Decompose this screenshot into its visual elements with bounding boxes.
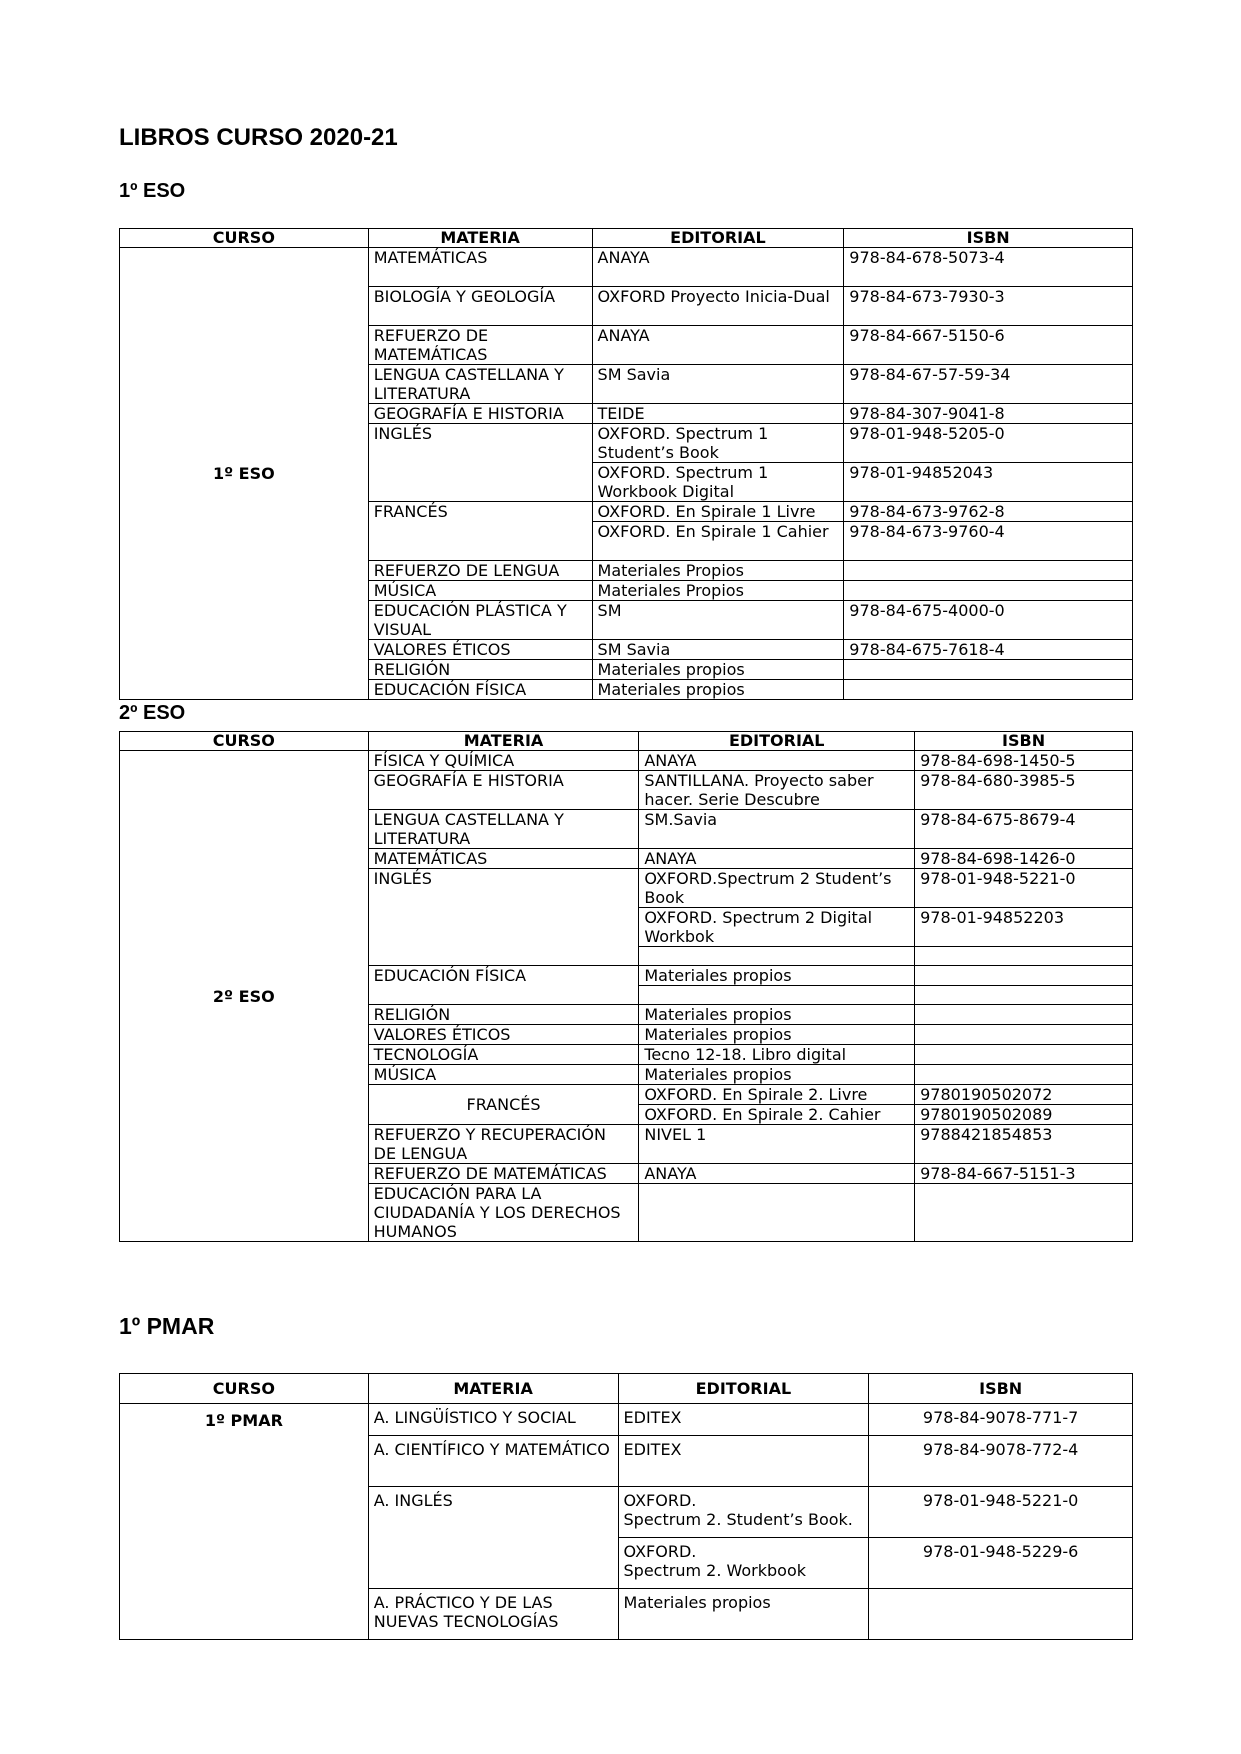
isbn-cell: 978-84-675-4000-0	[844, 601, 1133, 640]
isbn-cell	[915, 1184, 1133, 1242]
header-curso: CURSO	[120, 1374, 369, 1404]
isbn-cell: 978-84-307-9041-8	[844, 404, 1133, 424]
header-curso: CURSO	[120, 229, 369, 248]
editorial-cell: Materiales propios	[639, 966, 915, 986]
isbn-cell	[844, 561, 1133, 581]
materia-cell: VALORES ÉTICOS	[368, 640, 592, 660]
editorial-cell: OXFORD. Spectrum 1 Student’s Book	[592, 424, 844, 463]
editorial-cell: SANTILLANA. Proyecto saber hacer. Serie Descubre	[639, 771, 915, 810]
materia-cell: INGLÉS	[368, 424, 592, 502]
isbn-cell	[844, 581, 1133, 601]
materia-cell: FRANCÉS	[368, 502, 592, 561]
isbn-cell	[844, 660, 1133, 680]
materia-cell: A. CIENTÍFICO Y MATEMÁTICO	[368, 1436, 618, 1487]
materia-cell: FÍSICA Y QUÍMICA	[368, 751, 639, 771]
materia-cell: MÚSICA	[368, 581, 592, 601]
header-curso: CURSO	[120, 732, 369, 751]
editorial-cell: Materiales propios	[592, 680, 844, 700]
header-materia: MATERIA	[368, 229, 592, 248]
isbn-cell	[915, 1045, 1133, 1065]
table-2eso	[119, 731, 1133, 1242]
isbn-cell	[915, 966, 1133, 986]
editorial-cell: SM.Savia	[639, 810, 915, 849]
curso-cell: 1º PMAR	[120, 1404, 369, 1640]
table-header-row	[120, 229, 1133, 248]
editorial-cell: OXFORD.Spectrum 2 Student’s Book	[639, 869, 915, 908]
materia-cell: LENGUA CASTELLANA Y LITERATURA	[368, 365, 592, 404]
editorial-cell: Materiales Propios	[592, 581, 844, 601]
header-isbn: ISBN	[869, 1374, 1133, 1404]
materia-cell: REFUERZO DE MATEMÁTICAS	[368, 1164, 639, 1184]
header-editorial: EDITORIAL	[592, 229, 844, 248]
section-title-2eso: 2º ESO	[119, 702, 186, 724]
materia-cell: MATEMÁTICAS	[368, 248, 592, 287]
isbn-cell: 978-84-673-9760-4	[844, 522, 1133, 561]
editorial-cell: SM	[592, 601, 844, 640]
isbn-cell: 978-01-94852043	[844, 463, 1133, 502]
materia-cell: BIOLOGÍA Y GEOLOGÍA	[368, 287, 592, 326]
isbn-cell: 9788421854853	[915, 1125, 1133, 1164]
editorial-cell	[639, 947, 915, 966]
header-materia: MATERIA	[368, 732, 639, 751]
editorial-cell: OXFORD. En Spirale 2. Cahier	[639, 1105, 915, 1125]
editorial-cell: Materiales Propios	[592, 561, 844, 581]
materia-cell: RELIGIÓN	[368, 660, 592, 680]
materia-cell: GEOGRAFÍA E HISTORIA	[368, 771, 639, 810]
isbn-cell	[869, 1589, 1133, 1640]
editorial-cell: OXFORD. En Spirale 2. Livre	[639, 1085, 915, 1105]
isbn-cell: 9780190502089	[915, 1105, 1133, 1125]
table-row	[120, 248, 1133, 287]
editorial-cell: OXFORD Proyecto Inicia-Dual	[592, 287, 844, 326]
isbn-cell: 978-01-948-5221-0	[915, 869, 1133, 908]
isbn-cell: 978-84-667-5151-3	[915, 1164, 1133, 1184]
table-1eso	[119, 228, 1133, 700]
editorial-cell: Materiales propios	[618, 1589, 869, 1640]
section-title-1eso: 1º ESO	[119, 180, 186, 202]
editorial-cell: OXFORD. Spectrum 2 Digital Workbok	[639, 908, 915, 947]
editorial-cell	[639, 986, 915, 1005]
isbn-cell: 978-84-9078-772-4	[869, 1436, 1133, 1487]
materia-cell: A. PRÁCTICO Y DE LAS NUEVAS TECNOLOGÍAS	[368, 1589, 618, 1640]
materia-cell: REFUERZO DE MATEMÁTICAS	[368, 326, 592, 365]
materia-cell: MÚSICA	[368, 1065, 639, 1085]
editorial-cell: TEIDE	[592, 404, 844, 424]
isbn-cell	[915, 1005, 1133, 1025]
editorial-cell: OXFORD. En Spirale 1 Cahier	[592, 522, 844, 561]
materia-cell: EDUCACIÓN PARA LA CIUDADANÍA Y LOS DERECHOS HUMANOS	[368, 1184, 639, 1242]
isbn-cell: 978-84-675-8679-4	[915, 810, 1133, 849]
editorial-cell	[639, 1184, 915, 1242]
table-row	[120, 1404, 1133, 1436]
isbn-cell: 978-84-698-1426-0	[915, 849, 1133, 869]
isbn-cell: 978-84-680-3985-5	[915, 771, 1133, 810]
document-title: LIBROS CURSO 2020-21	[119, 124, 398, 151]
materia-cell: A. LINGÜÍSTICO Y SOCIAL	[368, 1404, 618, 1436]
materia-cell: EDUCACIÓN FÍSICA	[368, 680, 592, 700]
isbn-cell: 978-84-667-5150-6	[844, 326, 1133, 365]
materia-cell: INGLÉS	[368, 869, 639, 966]
editorial-cell: ANAYA	[639, 849, 915, 869]
table-header-row	[120, 732, 1133, 751]
curso-cell: 2º ESO	[120, 751, 369, 1242]
materia-cell: VALORES ÉTICOS	[368, 1025, 639, 1045]
editorial-line: Spectrum 2. Student’s Book.	[623, 1510, 853, 1529]
editorial-cell: Materiales propios	[639, 1005, 915, 1025]
isbn-cell: 978-84-698-1450-5	[915, 751, 1133, 771]
materia-cell: FRANCÉS	[368, 1085, 639, 1125]
isbn-cell	[915, 1025, 1133, 1045]
isbn-cell: 978-84-675-7618-4	[844, 640, 1133, 660]
editorial-cell: SM Savia	[592, 365, 844, 404]
header-isbn: ISBN	[915, 732, 1133, 751]
editorial-cell	[618, 1487, 869, 1538]
editorial-cell: ANAYA	[592, 326, 844, 365]
isbn-cell: 978-84-673-9762-8	[844, 502, 1133, 522]
editorial-cell: ANAYA	[639, 1164, 915, 1184]
editorial-cell: ANAYA	[639, 751, 915, 771]
isbn-cell	[844, 680, 1133, 700]
materia-cell: EDUCACIÓN PLÁSTICA Y VISUAL	[368, 601, 592, 640]
editorial-cell: SM Savia	[592, 640, 844, 660]
editorial-cell: NIVEL 1	[639, 1125, 915, 1164]
materia-cell: MATEMÁTICAS	[368, 849, 639, 869]
editorial-line: OXFORD.	[623, 1491, 697, 1510]
editorial-cell: Materiales propios	[592, 660, 844, 680]
isbn-cell	[915, 986, 1133, 1005]
table-row	[120, 751, 1133, 771]
materia-cell: GEOGRAFÍA E HISTORIA	[368, 404, 592, 424]
editorial-cell: Materiales propios	[639, 1065, 915, 1085]
isbn-cell: 9780190502072	[915, 1085, 1133, 1105]
header-materia: MATERIA	[368, 1374, 618, 1404]
editorial-cell: Tecno 12-18. Libro digital	[639, 1045, 915, 1065]
header-editorial: EDITORIAL	[639, 732, 915, 751]
editorial-cell: OXFORD. Spectrum 1 Workbook Digital	[592, 463, 844, 502]
isbn-cell: 978-01-948-5229-6	[869, 1538, 1133, 1589]
editorial-cell: OXFORD. En Spirale 1 Livre	[592, 502, 844, 522]
header-editorial: EDITORIAL	[618, 1374, 869, 1404]
materia-cell: LENGUA CASTELLANA Y LITERATURA	[368, 810, 639, 849]
table-header-row	[120, 1374, 1133, 1404]
editorial-line: OXFORD.	[623, 1542, 697, 1561]
editorial-cell: EDITEX	[618, 1404, 869, 1436]
editorial-line: Spectrum 2. Workbook	[623, 1561, 806, 1580]
isbn-cell: 978-84-673-7930-3	[844, 287, 1133, 326]
isbn-cell	[915, 1065, 1133, 1085]
table-1pmar	[119, 1373, 1133, 1640]
header-isbn: ISBN	[844, 229, 1133, 248]
isbn-cell: 978-01-94852203	[915, 908, 1133, 947]
materia-cell: RELIGIÓN	[368, 1005, 639, 1025]
materia-cell: TECNOLOGÍA	[368, 1045, 639, 1065]
isbn-cell: 978-84-9078-771-7	[869, 1404, 1133, 1436]
isbn-cell	[915, 947, 1133, 966]
editorial-cell: Materiales propios	[639, 1025, 915, 1045]
editorial-cell: ANAYA	[592, 248, 844, 287]
curso-cell: 1º ESO	[120, 248, 369, 700]
isbn-cell: 978-84-67-57-59-34	[844, 365, 1133, 404]
isbn-cell: 978-84-678-5073-4	[844, 248, 1133, 287]
editorial-cell	[618, 1538, 869, 1589]
materia-cell: REFUERZO Y RECUPERACIÓN DE LENGUA	[368, 1125, 639, 1164]
isbn-cell: 978-01-948-5205-0	[844, 424, 1133, 463]
materia-cell: A. INGLÉS	[368, 1487, 618, 1589]
editorial-cell: EDITEX	[618, 1436, 869, 1487]
isbn-cell: 978-01-948-5221-0	[869, 1487, 1133, 1538]
section-title-1pmar: 1º PMAR	[119, 1313, 215, 1339]
materia-cell: EDUCACIÓN FÍSICA	[368, 966, 639, 1005]
materia-cell: REFUERZO DE LENGUA	[368, 561, 592, 581]
